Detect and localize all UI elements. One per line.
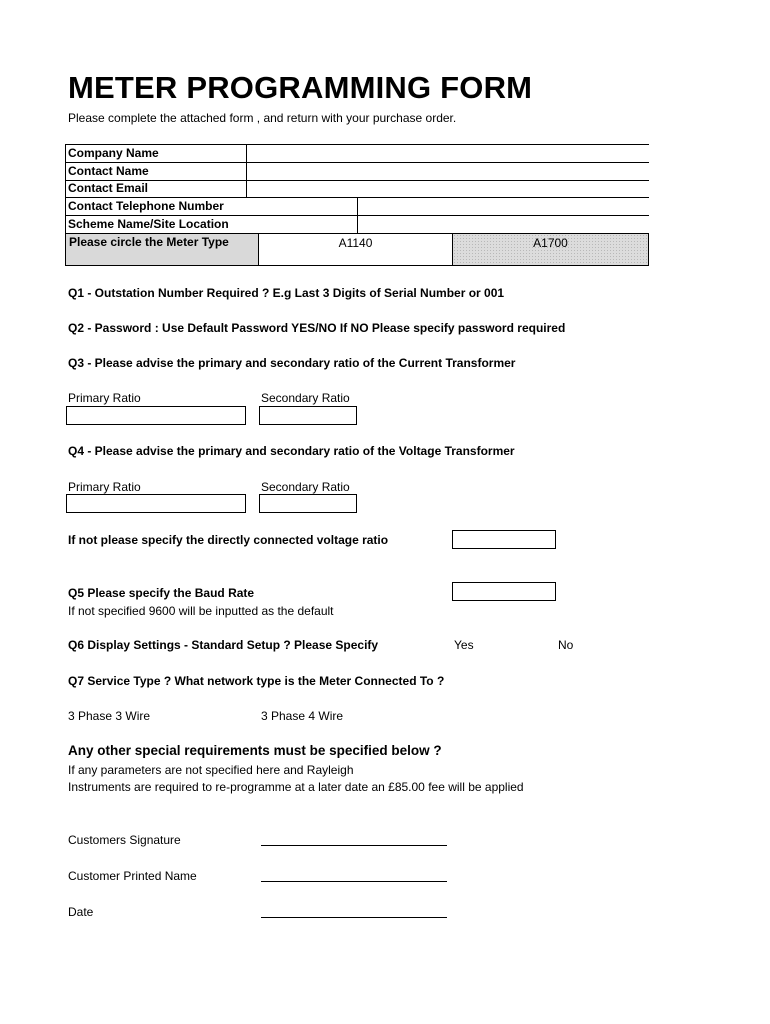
q3-primary-label: Primary Ratio (68, 391, 141, 405)
q4-text: Q4 - Please advise the primary and secondary ratio of the Voltage Transformer (68, 444, 515, 458)
intro-text: Please complete the attached form , and return with your purchase order. (68, 111, 457, 125)
q7-option-3-phase-3-wire[interactable]: 3 Phase 3 Wire (68, 709, 151, 723)
signature-label: Customers Signature (68, 833, 181, 847)
q3-primary-ratio-input[interactable] (66, 406, 246, 425)
printed-name-label: Customer Printed Name (68, 869, 197, 883)
baud-rate-input[interactable] (452, 582, 556, 601)
printed-name-line[interactable] (261, 881, 447, 882)
q4-secondary-label: Secondary Ratio (261, 480, 350, 494)
signature-line[interactable] (261, 845, 447, 846)
contact-name-field[interactable] (247, 163, 648, 180)
q6-no-option[interactable]: No (558, 638, 574, 652)
q3-secondary-ratio-input[interactable] (259, 406, 357, 425)
scheme-name-label: Scheme Name/Site Location (68, 217, 229, 231)
scheme-name-field[interactable] (358, 216, 648, 233)
q6-yes-option[interactable]: Yes (454, 638, 474, 652)
q4-primary-ratio-input[interactable] (66, 494, 246, 513)
special-requirements-line-1: If any parameters are not specified here and Rayleigh (68, 763, 354, 777)
contact-telephone-label: Contact Telephone Number (68, 199, 224, 213)
company-name-field[interactable] (247, 145, 648, 162)
q2-text: Q2 - Password : Use Default Password YES/NO If NO Please specify password required (68, 321, 566, 335)
contact-telephone-field[interactable] (358, 198, 648, 215)
direct-voltage-text: If not please specify the directly connected voltage ratio (68, 533, 389, 547)
details-table (65, 144, 649, 266)
q6-text: Q6 Display Settings - Standard Setup ? Please Specify (68, 638, 379, 652)
contact-email-field[interactable] (247, 181, 648, 197)
q7-option-3-phase-4-wire[interactable]: 3 Phase 4 Wire (261, 709, 344, 723)
q5-note: If not specified 9600 will be inputted as the default (68, 604, 334, 618)
meter-option-a1140[interactable]: A1140 (338, 236, 373, 250)
q3-secondary-label: Secondary Ratio (261, 391, 350, 405)
special-requirements-heading: Any other special requirements must be specified below ? (68, 743, 442, 758)
q4-secondary-ratio-input[interactable] (259, 494, 357, 513)
meter-type-label: Please circle the Meter Type (66, 234, 258, 265)
direct-voltage-input[interactable] (452, 530, 556, 549)
form-title: METER PROGRAMMING FORM (68, 70, 533, 105)
meter-option-a1700[interactable]: A1700 (453, 234, 648, 265)
q5-text: Q5 Please specify the Baud Rate (68, 586, 255, 600)
company-name-label: Company Name (68, 146, 159, 160)
q7-text: Q7 Service Type ? What network type is the Meter Connected To ? (68, 674, 445, 688)
q1-text: Q1 - Outstation Number Required ? E.g Last 3 Digits of Serial Number or 001 (68, 286, 505, 300)
q3-text: Q3 - Please advise the primary and secondary ratio of the Current Transformer (68, 356, 516, 370)
contact-email-label: Contact Email (68, 181, 149, 195)
date-label: Date (68, 905, 94, 919)
contact-name-label: Contact Name (68, 164, 149, 178)
date-line[interactable] (261, 917, 447, 918)
special-requirements-line-2: Instruments are required to re-programme at a later date an £85.00 fee will be applied (68, 780, 524, 794)
q4-primary-label: Primary Ratio (68, 480, 141, 494)
